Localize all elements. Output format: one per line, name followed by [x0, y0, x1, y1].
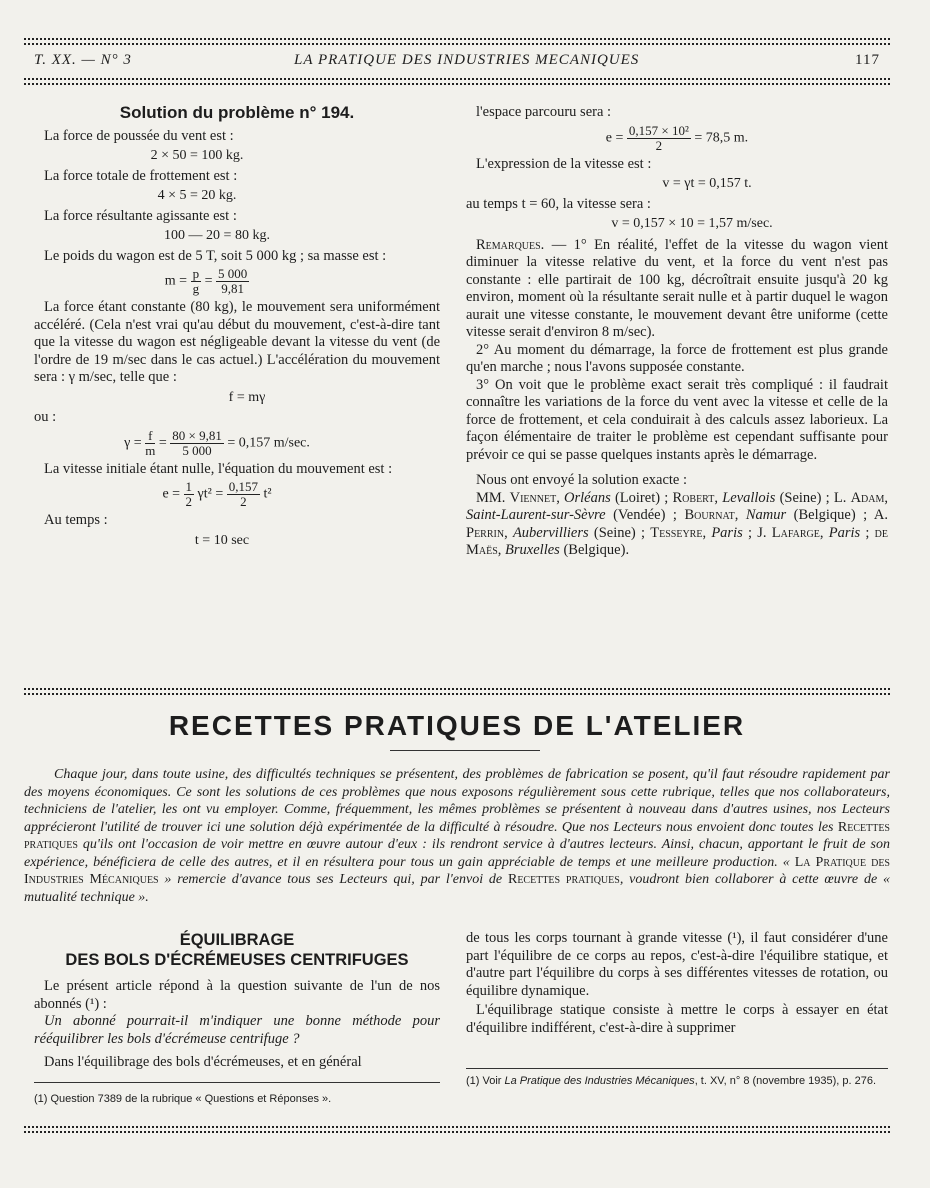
volume-number: T. XX. — N° 3: [34, 52, 132, 68]
eq-part: =: [155, 435, 171, 451]
intro-text: , voudront bien collaborer à cette œuvre de « mutualité technique ».: [24, 872, 890, 905]
fraction: [627, 124, 691, 153]
eq-part: = 0,157 m/sec.: [223, 435, 310, 451]
denominator: m: [145, 442, 156, 458]
denominator: g: [192, 281, 200, 296]
paragraph: de tous les corps tournant à grande vitesse (¹), il faut considérer d'une part l'équilibre de ce corps au repos, c'est-à-dire l'équilibre statique, et d'autre part l'équilibre du corps à ses différentes vitesses de rotation, ou équilibre dynamique.: [466, 930, 888, 999]
intro-sc: La Pratique des Industries Mécaniques: [24, 854, 890, 887]
intro-text: Chaque jour, dans toute usine, des difficultés techniques se présentent, des problèmes de fabrication se posent, qu'il faut résoudre rapidement par des moyens économiques. Ce sont les solutions de ces problèmes que nous exposons régulièrement sous cette rubrique, telles que nos collaborateurs, techniciens de l'atelier, les ont vu employer. Comme, fréquemment, les mêmes problèmes se présentent à nouveau dans d'autres usines, nos Lecteurs apprécieront l'utilité de trouver ici une solution déjà expérimentée de la difficulté à résoudre. Que nos Lecteurs nous envoient donc toutes les: [24, 767, 890, 835]
page-number: 117: [855, 52, 880, 68]
fraction: [145, 429, 155, 458]
equation-acceleration: [0, 429, 440, 458]
equation: v = γt = 0,157 t.: [662, 176, 752, 191]
fraction: [170, 429, 224, 458]
footnote-rule-right: [466, 1068, 888, 1069]
equation: t = 10 sec: [194, 532, 250, 548]
solver-it: Saint-Laurent-sur-Sèvre: [466, 507, 606, 523]
paragraph: Dans l'équilibrage des bols d'écrémeuses, et en général: [44, 1054, 362, 1070]
solver-it: Orléans: [564, 489, 611, 506]
paragraph: Au temps :: [44, 512, 108, 528]
solver-it: Paris: [828, 524, 861, 541]
footnote-rule-left: [34, 1082, 440, 1083]
solver-post: ;: [742, 524, 758, 541]
denominator: 5 000: [182, 442, 212, 458]
eq-part: = 78,5 m.: [690, 130, 749, 146]
solver-post: (Belgique).: [559, 542, 630, 558]
paragraph: l'espace parcouru sera :: [476, 104, 612, 120]
footnote-text: , t. XV, n° 8 (novembre 1935), p. 276.: [694, 1075, 877, 1087]
paragraph: La force étant constante (80 kg), le mouvement sera uniformément accéléré. (Cela n'est vrai qu'au début du mouvement, c'est-à-dire tant que la vitesse du wagon est négligeable devant la vitesse du vent (de l'ordre de 19 m/sec dans le cas actuel.) L'accélération du mouvement sera : γ m/sec, telle que :: [34, 299, 440, 385]
article-right-column: [466, 930, 888, 1037]
solver-sc: Adam: [850, 489, 885, 506]
paragraph: La force totale de frottement est :: [44, 167, 238, 184]
eq-part: t²: [259, 486, 272, 502]
denominator: 9,81: [221, 281, 244, 296]
numerator: p: [192, 266, 200, 281]
solver-pre: L.: [833, 489, 851, 506]
numerator: 5 000: [217, 266, 248, 281]
solver-post: (Seine) ;: [775, 489, 834, 506]
paragraph: ou :: [34, 409, 57, 425]
equation: 100 — 20 = 80 kg.: [164, 228, 270, 243]
paragraph: au temps t = 60, la vitesse sera :: [466, 195, 651, 212]
solution-right-column: [466, 104, 888, 560]
solver-pre: J.: [757, 524, 772, 541]
solution-title: Solution du problème n° 194.: [119, 103, 355, 122]
paragraph: 3° On voit que le problème exact serait très compliqué : il faudrait connaître les variations de la force du vent avec la vitesse et celle de la force de frottement, et cela conduirait à des calculs assez laborieux. La façon élémentaire de traiter le problème est cependant suffisante pour prévoir ce qui se passe quelques instants après le démarrage.: [466, 376, 888, 463]
equation-mass: [0, 267, 440, 296]
denominator: 2: [240, 494, 247, 509]
footnote-left: (1) Question 7389 de la rubrique « Questions et Réponses ».: [34, 1093, 332, 1105]
solver-it: Levallois: [722, 489, 776, 506]
article-left-column: [34, 930, 440, 1072]
article-title-line2: DES BOLS D'ÉCRÉMEUSES CENTRIFUGES: [65, 951, 409, 969]
solver-sep: ,: [504, 524, 513, 541]
equation-motion: [0, 480, 440, 509]
paragraph: La force de poussée du vent est :: [44, 127, 234, 144]
numerator: 1: [185, 479, 193, 494]
eq-part: m =: [164, 273, 191, 289]
fraction: [227, 480, 260, 509]
paragraph: La vitesse initiale étant nulle, l'équation du mouvement est :: [44, 460, 393, 477]
solver-it: Paris: [711, 524, 743, 541]
solver-entry: [673, 490, 834, 506]
remark-text: — 1° En réalité, l'effet de la vitesse du wagon vient diminuer la vitesse relative du vent, et la force du vent n'est pas constante : elle partirait de 100 kg, décroîtrait ensuite jusqu'à 20 kg environ, moment où la résultante serait nulle et à partir duquel le wagon aurait une vitesse constante, le mouvement devant être uniforme (cette vitesse serait d'environ 8 m/sec).: [466, 236, 888, 340]
equation-distance: [466, 124, 888, 153]
paragraph: L'expression de la vitesse est :: [476, 155, 652, 172]
equation: 4 × 5 = 20 kg.: [157, 188, 237, 203]
footnote-italic: La Pratique des Industries Mécaniques: [504, 1075, 695, 1087]
paragraph: Nous ont envoyé la solution exacte :: [476, 472, 688, 488]
equation: v = 0,157 × 10 = 1,57 m/sec.: [611, 216, 773, 231]
bottom-rule: [24, 1126, 890, 1133]
solver-it: Aubervilliers: [512, 524, 589, 541]
solution-left-column: [34, 104, 440, 552]
section-intro: [24, 766, 890, 906]
solver-sep: ,: [556, 489, 565, 506]
solver-post: (Vendée) ;: [605, 507, 685, 523]
solver-entry: [757, 525, 874, 541]
journal-title: LA PRATIQUE DES INDUSTRIES MECANIQUES: [294, 52, 640, 68]
intro-text: qu'ils ont l'occasion de voir mettre en œuvre autour d'eux : ils rendront service à d'autres lecteurs. Ainsi, chacun, apportant le fruit de son expérience, bénéficiera de celle des autres, et il en résultera pour tous un gain appréciable de temps et une meilleure production. «: [24, 837, 890, 870]
solver-pre: MM.: [476, 489, 510, 506]
solver-sep: ,: [714, 489, 723, 506]
equation: f = mγ: [228, 389, 266, 405]
section-title: RECETTES PRATIQUES DE L'ATELIER: [168, 710, 746, 741]
eq-part: γt² =: [194, 486, 227, 502]
denominator: 2: [655, 137, 663, 153]
equation: 2 × 50 = 100 kg.: [150, 148, 244, 163]
solver-sep: ,: [497, 542, 506, 558]
solver-sep: ,: [819, 524, 829, 541]
solver-post: ;: [860, 524, 875, 541]
footnote-text: (1) Voir: [466, 1075, 505, 1087]
eq-part: =: [201, 273, 216, 289]
eq-part: γ =: [124, 435, 146, 451]
paragraph: 2° Au moment du démarrage, la force de frottement est plus grande qu'en marche ; nous l'avons supposée constante.: [466, 341, 888, 375]
solver-sep: ,: [702, 524, 712, 541]
title-underline: [390, 750, 540, 751]
solver-sc: de Maës: [466, 524, 889, 558]
numerator: f: [145, 429, 155, 444]
header-bottom-rule: [24, 78, 890, 85]
solver-entry: [476, 490, 673, 506]
solvers-list: [466, 490, 888, 560]
paragraph: Le poids du wagon est de 5 T, soit 5 000 kg ; sa masse est :: [44, 247, 387, 264]
fraction: [191, 267, 202, 296]
solver-entry: [650, 525, 757, 541]
question: Un abonné pourrait-il m'indiquer une bonne méthode pour rééquilibrer les bols d'écrémeuse centrifuge ?: [34, 1013, 440, 1047]
eq-part: e =: [605, 130, 627, 146]
solver-entry: [684, 507, 873, 523]
footnote-right: [466, 1074, 888, 1088]
fraction: [216, 267, 249, 296]
solver-it: Bruxelles: [505, 542, 560, 558]
eq-part: e =: [162, 486, 184, 502]
top-rule: [24, 38, 890, 45]
solver-sc: Robert: [672, 489, 715, 506]
denominator: 2: [185, 494, 193, 509]
solver-post: (Belgique) ;: [786, 507, 874, 523]
solver-it: Namur: [745, 507, 787, 523]
intro-text: » remercie d'avance tous ses Lecteurs qui, par l'envoi de: [158, 872, 508, 887]
remarks-label: Remarques.: [476, 236, 545, 253]
intro-sc: Recettes pratiques: [24, 819, 890, 852]
numerator: 0,157: [228, 479, 258, 494]
paragraph: La force résultante agissante est :: [44, 207, 237, 224]
paragraph: Le présent article répond à la question suivante de l'un de nos abonnés (¹) :: [34, 978, 440, 1012]
solver-sc: Bournat: [684, 507, 735, 523]
solver-post: (Loiret) ;: [610, 489, 673, 506]
solver-pre: A.: [873, 507, 888, 523]
article-title-line1: ÉQUILIBRAGE: [179, 931, 295, 949]
intro-sc: Recettes pratiques: [507, 872, 620, 887]
numerator: 0,157 × 10²: [628, 122, 689, 138]
solver-post: (Seine) ;: [588, 524, 651, 541]
numerator: 80 × 9,81: [172, 427, 222, 443]
solver-sc: Tesseyre: [650, 524, 703, 541]
running-header: [24, 50, 890, 74]
solver-sc: Lafarge: [771, 524, 820, 541]
solver-sc: Viennet: [509, 489, 557, 506]
solver-sep: ,: [734, 507, 746, 523]
solver-sc: Perrin: [466, 524, 505, 541]
section-top-rule: [24, 688, 890, 695]
remarks-paragraph: [466, 237, 888, 342]
fraction: [184, 480, 195, 509]
solver-sep: ,: [884, 489, 888, 506]
paragraph: L'équilibrage statique consiste à mettre le corps à essayer en état d'équilibre indifférent, c'est-à-dire à supprimer: [466, 1002, 888, 1036]
